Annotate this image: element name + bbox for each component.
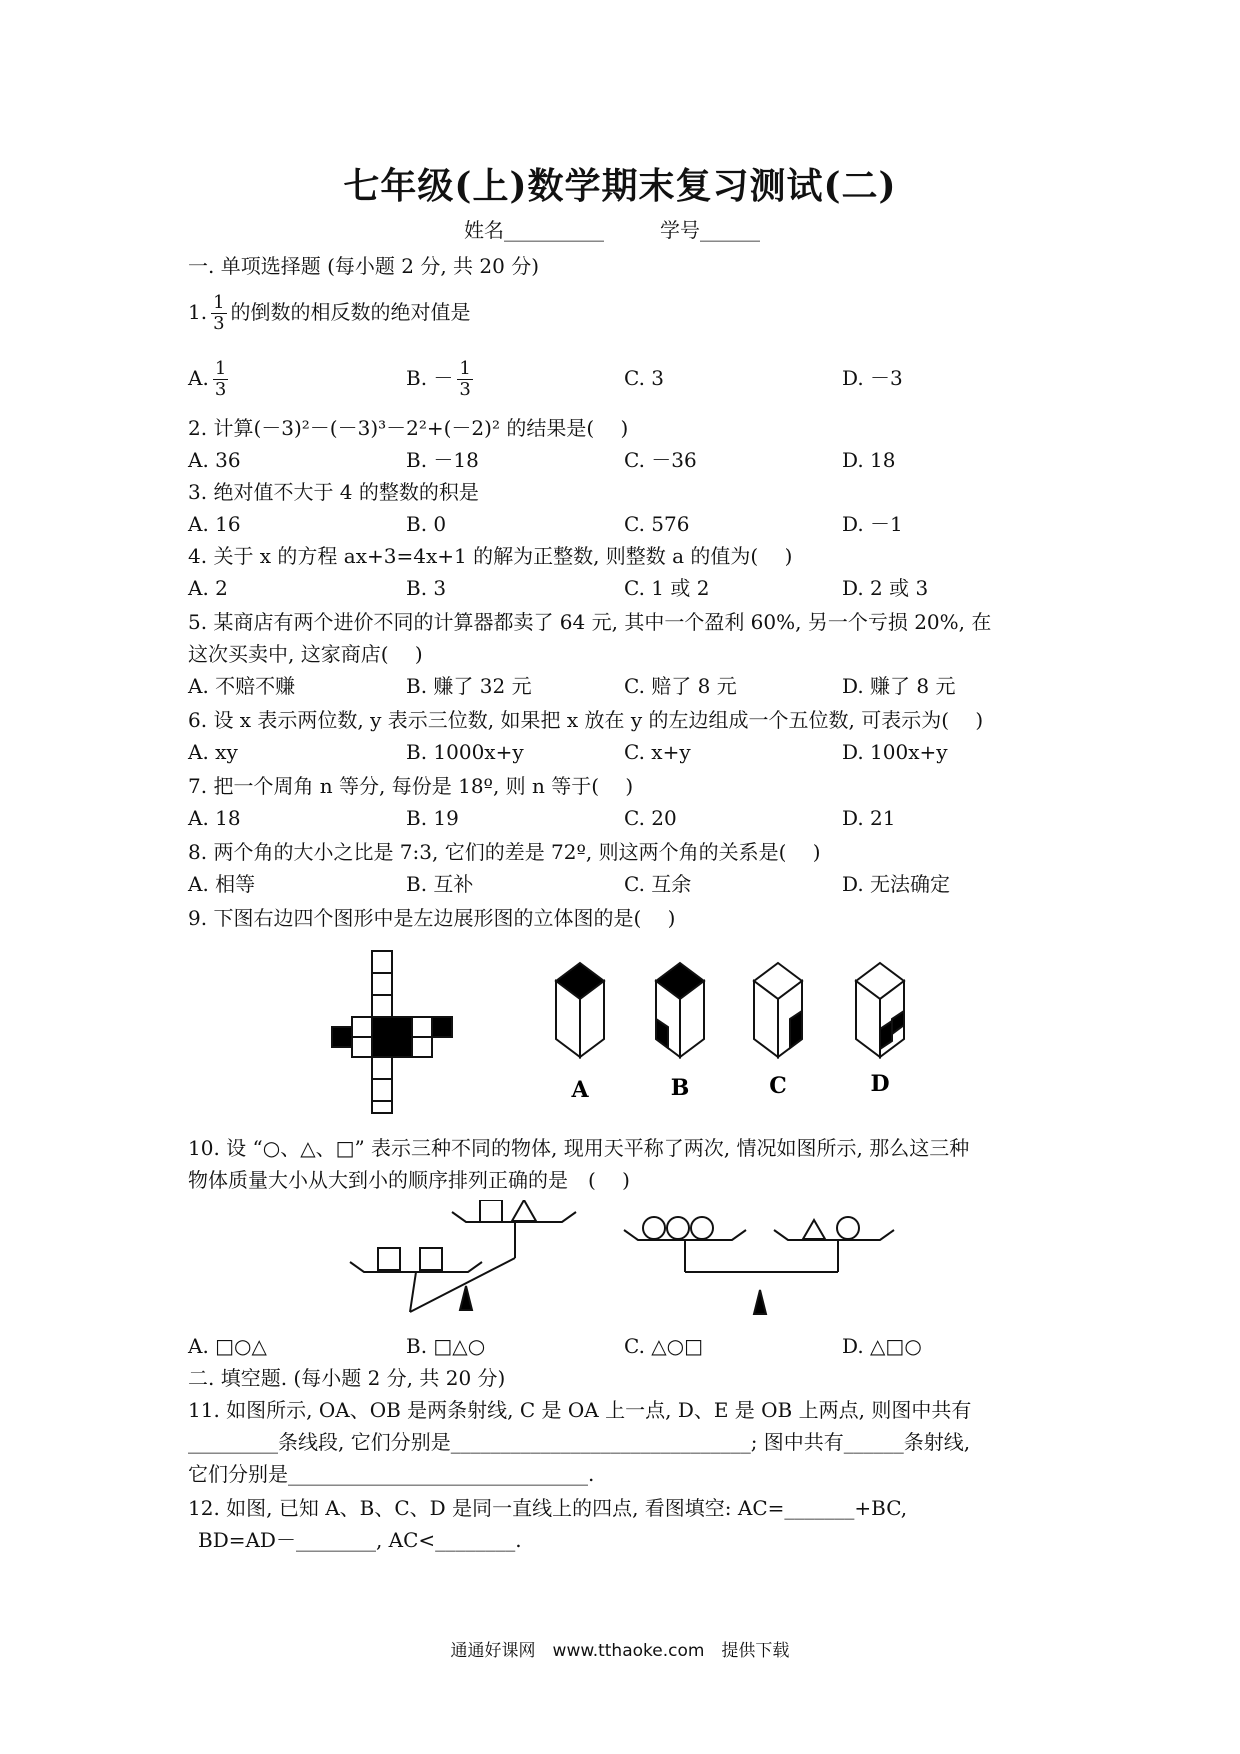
q4-option-c: C. 1 或 2 — [624, 576, 710, 600]
q7-option-c: C. 20 — [624, 806, 677, 830]
q3-option-b: B. 0 — [406, 512, 447, 536]
section-2-heading: 二. 填空题. (每小题 2 分, 共 20 分) — [188, 1366, 506, 1390]
question-10-line-1: 10. 设 “○、△、□” 表示三种不同的物体, 现用天平称了两次, 情况如图所示, 那么这三种 — [188, 1136, 970, 1160]
name-field-label: 姓名__________ — [464, 218, 604, 242]
q10-option-d: D. △□○ — [842, 1334, 922, 1358]
cube-label-b: B — [670, 1075, 690, 1101]
q4-option-b: B. 3 — [406, 576, 447, 600]
question-11-line-1: 11. 如图所示, OA、OB 是两条射线, C 是 OA 上一点, D、E 是 OB 上两点, 则图中共有 — [188, 1398, 972, 1422]
cube-option-c — [754, 963, 802, 1057]
question-5-line-1: 5. 某商店有两个进价不同的计算器都卖了 64 元, 其中一个盈利 60%, 另一个亏损 20%, 在 — [188, 610, 992, 634]
q6-option-c: C. x+y — [624, 740, 691, 764]
q5-option-a: A. 不赔不赚 — [188, 674, 296, 698]
question-5-line-2: 这次买卖中, 这家商店( ) — [188, 642, 423, 666]
q8-option-c: C. 互余 — [624, 872, 692, 896]
question-3: 3. 绝对值不大于 4 的整数的积是 — [188, 480, 479, 504]
q7-option-b: B. 19 — [406, 806, 459, 830]
q1-prefix: 1. — [188, 300, 208, 324]
cube-option-b — [656, 963, 704, 1057]
q7-option-a: A. 18 — [188, 806, 241, 830]
question-12-line-2: BD=AD－________, AC<________. — [198, 1528, 522, 1552]
balance-scales-figure — [340, 1200, 920, 1330]
question-8: 8. 两个角的大小之比是 7:3, 它们的差是 72º, 则这两个角的关系是( ) — [188, 840, 821, 864]
q8-option-b: B. 互补 — [406, 872, 474, 896]
q1-suffix: 的倒数的相反数的绝对值是 — [230, 300, 471, 324]
q6-option-a: A. xy — [188, 740, 238, 764]
q3-option-c: C. 576 — [624, 512, 690, 536]
q4-option-d: D. 2 或 3 — [842, 576, 929, 600]
q6-option-d: D. 100x+y — [842, 740, 948, 764]
q5-option-b: B. 赚了 32 元 — [406, 674, 532, 698]
q1-option-d: D. －3 — [842, 366, 903, 390]
cube-label-c: C — [769, 1073, 787, 1099]
balance-scale-2 — [624, 1217, 894, 1314]
question-11-line-2: _________条线段, 它们分别是______________________________; 图中共有______条射线, — [188, 1430, 971, 1454]
question-12-line-1: 12. 如图, 已知 A、B、C、D 是同一直线上的四点, 看图填空: AC=_______+BC, — [188, 1496, 908, 1520]
question-1 — [188, 290, 471, 334]
q10-option-b: B. □△○ — [406, 1334, 486, 1358]
balance-scale-1 — [350, 1200, 576, 1312]
question-7: 7. 把一个周角 n 等分, 每份是 18º, 则 n 等于( ) — [188, 774, 634, 798]
student-id-label: 学号______ — [660, 218, 760, 242]
q2-option-b: B. －18 — [406, 448, 479, 472]
q1-option-b: B. － $\frac{1}{3}$ — [406, 358, 471, 400]
q2-option-a: A. 36 — [188, 448, 241, 472]
question-9: 9. 下图右边四个图形中是左边展形图的立体图的是( ) — [188, 906, 676, 930]
question-10-line-2: 物体质量大小从大到小的顺序排列正确的是 ( ) — [188, 1168, 630, 1192]
cube-option-d — [856, 963, 904, 1057]
q5-option-c: C. 赔了 8 元 — [624, 674, 737, 698]
page-footer: 通通好课网 www.tthaoke.com 提供下载 — [450, 1641, 790, 1661]
q5-option-d: D. 赚了 8 元 — [842, 674, 956, 698]
q9-cube-figure — [300, 945, 980, 1115]
cube-label-d: D — [870, 1071, 890, 1097]
q7-option-d: D. 21 — [842, 806, 896, 830]
cube-net-diagram — [332, 951, 452, 1113]
q3-option-a: A. 16 — [188, 512, 241, 536]
q1-fraction: $\frac{1}{3}$ — [213, 292, 225, 334]
q4-option-a: A. 2 — [188, 576, 228, 600]
q2-option-c: C. －36 — [624, 448, 697, 472]
q1-option-c: C. 3 — [624, 366, 665, 390]
q6-option-b: B. 1000x+y — [406, 740, 524, 764]
question-11-line-3: 它们分别是______________________________. — [188, 1462, 595, 1486]
q10-option-c: C. △○□ — [624, 1334, 704, 1358]
section-1-heading: 一. 单项选择题 (每小题 2 分, 共 20 分) — [188, 254, 539, 278]
q3-option-d: D. －1 — [842, 512, 903, 536]
question-6: 6. 设 x 表示两位数, y 表示三位数, 如果把 x 放在 y 的左边组成一个五位数, 可表示为( ) — [188, 708, 984, 732]
q8-option-a: A. 相等 — [188, 872, 256, 896]
cube-label-a: A — [571, 1077, 589, 1103]
q10-option-a: A. □○△ — [188, 1334, 267, 1358]
question-2: 2. 计算(－3)²－(－3)³－2²+(－2)² 的结果是( ) — [188, 416, 629, 440]
q1-option-a: A. $\frac{1}{3}$ — [188, 358, 227, 400]
cube-option-a — [556, 963, 604, 1057]
q8-option-d: D. 无法确定 — [842, 872, 951, 896]
q2-option-d: D. 18 — [842, 448, 896, 472]
question-4: 4. 关于 x 的方程 ax+3=4x+1 的解为正整数, 则整数 a 的值为( ) — [188, 544, 793, 568]
page-title: 七年级(上)数学期末复习测试(二) — [343, 165, 897, 207]
